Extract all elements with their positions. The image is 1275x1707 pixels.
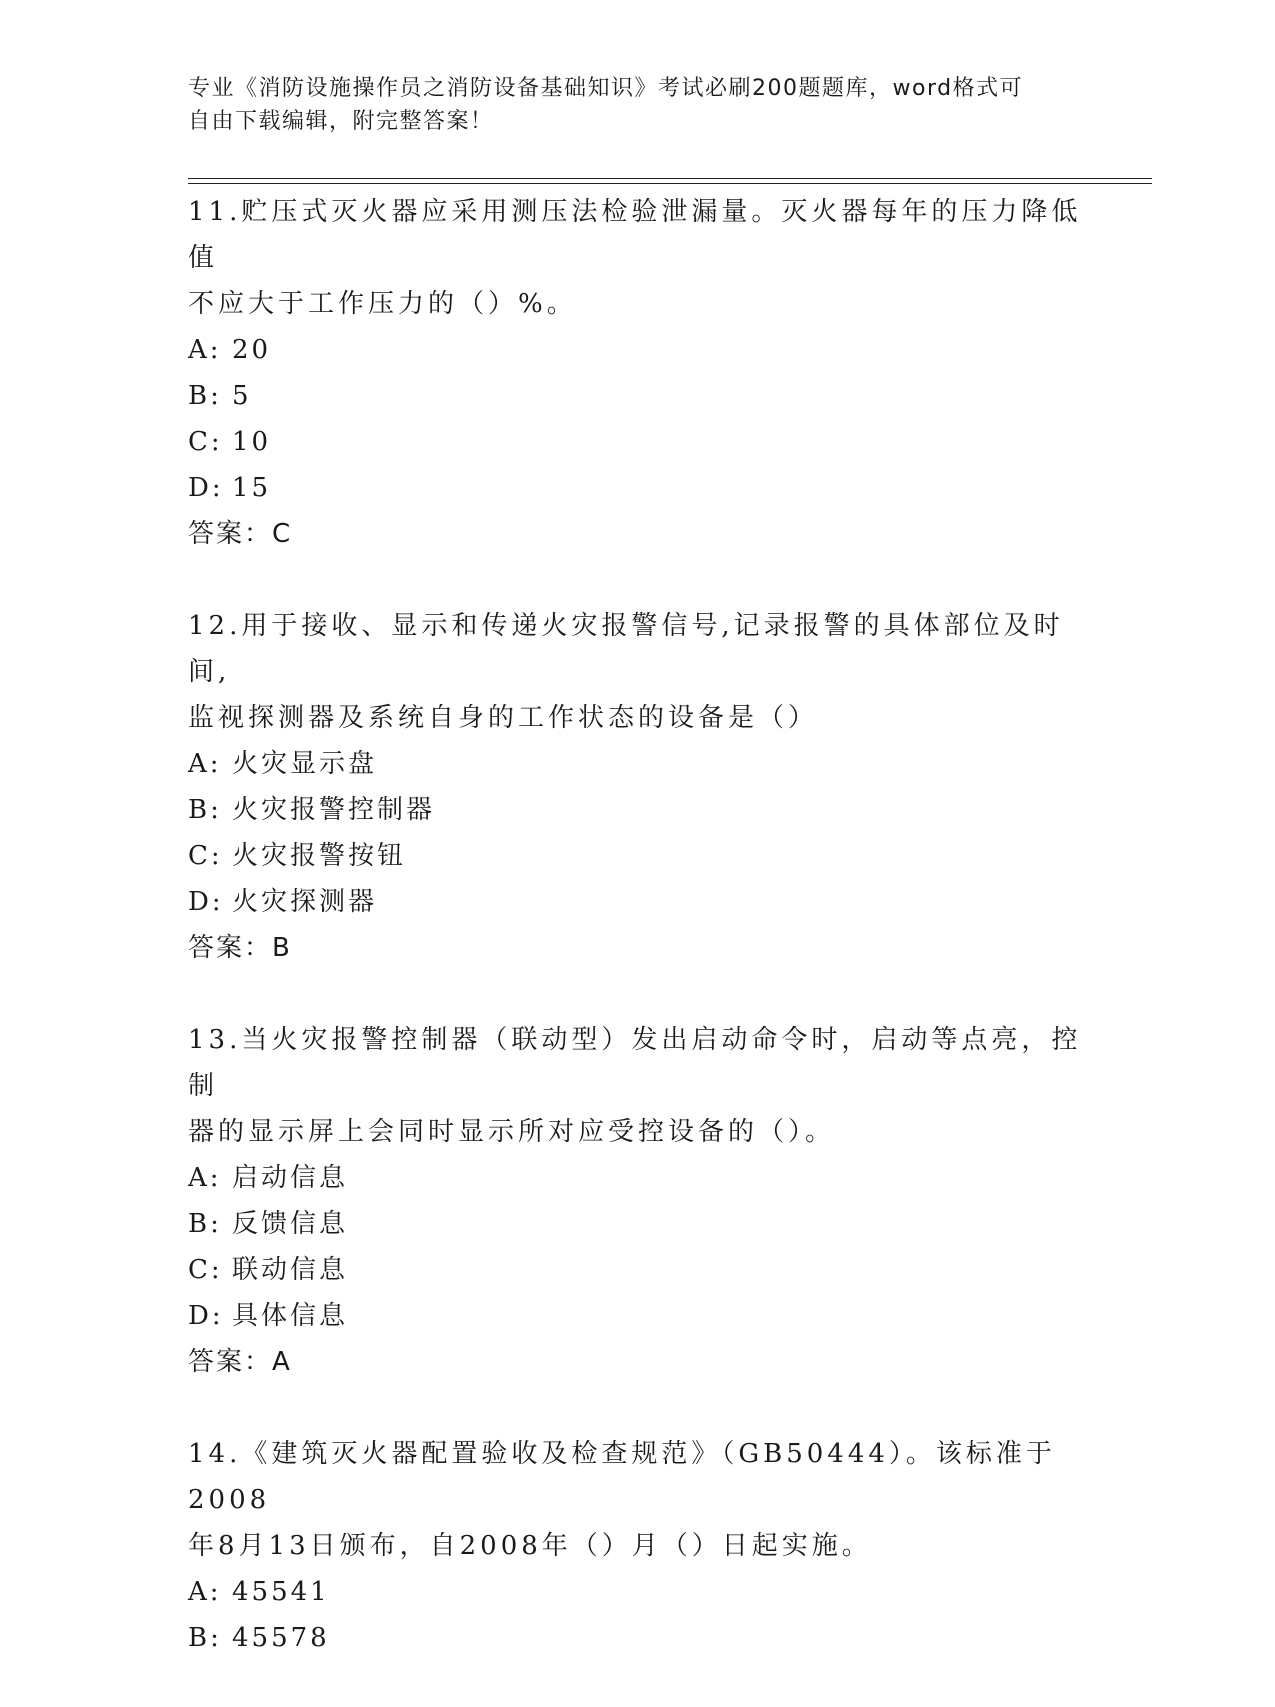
answer-line: 答案：B — [188, 933, 292, 963]
option-text: 20 — [232, 335, 272, 365]
question-stem-line: 14.《建筑灭火器配置验收及检查规范》（GB50444）。该标准于2008 — [188, 1439, 1056, 1515]
question-13 — [188, 1017, 1088, 1385]
question-stem-line: 监视探测器及系统自身的工作状态的设备是（） — [188, 703, 819, 733]
option-text: 10 — [232, 427, 272, 457]
option-key: C: — [188, 1255, 223, 1285]
answer-line: 答案：A — [188, 1347, 292, 1377]
option-key: B: — [188, 1623, 222, 1653]
header-divider-bottom — [188, 183, 1152, 184]
option-text: 火灾报警控制器 — [232, 795, 436, 825]
question-stem — [188, 189, 1088, 327]
question-14 — [188, 1431, 1088, 1661]
option-key: A: — [188, 1577, 222, 1607]
option-text: 火灾探测器 — [232, 887, 378, 917]
option-b — [188, 787, 1088, 833]
option-text: 联动信息 — [232, 1255, 349, 1285]
header-line-1: 专业《消防设施操作员之消防设备基础知识》考试必刷200题题库，word格式可 — [188, 76, 1024, 101]
option-b — [188, 1615, 1088, 1661]
option-text: 45578 — [232, 1623, 330, 1653]
question-list — [188, 189, 1088, 1707]
option-a — [188, 1569, 1088, 1615]
option-c — [188, 419, 1088, 465]
option-a — [188, 327, 1088, 373]
option-key: D: — [188, 887, 224, 917]
option-key: C: — [188, 427, 223, 457]
question-stem — [188, 603, 1088, 741]
option-key: D: — [188, 1301, 224, 1331]
option-key: B: — [188, 795, 222, 825]
option-text: 火灾报警按钮 — [232, 841, 407, 871]
question-stem-line: 不应大于工作压力的（）%。 — [188, 289, 577, 319]
option-text: 火灾显示盘 — [232, 749, 378, 779]
question-stem-line: 11.贮压式灭火器应采用测压法检验泄漏量。灭火器每年的压力降低值 — [188, 197, 1082, 273]
question-11 — [188, 189, 1088, 557]
answer-line: 答案：C — [188, 519, 293, 549]
option-text: 具体信息 — [232, 1301, 349, 1331]
document-header — [188, 72, 1068, 138]
option-text: 启动信息 — [232, 1163, 349, 1193]
option-text: 5 — [232, 381, 252, 411]
option-text: 反馈信息 — [232, 1209, 349, 1239]
header-divider-top — [188, 178, 1152, 179]
option-c — [188, 833, 1088, 879]
option-key: A: — [188, 1163, 222, 1193]
option-key: C: — [188, 841, 223, 871]
question-stem-line: 器的显示屏上会同时显示所对应受控设备的（）。 — [188, 1117, 836, 1147]
header-line-2: 自由下载编辑，附完整答案！ — [188, 109, 494, 134]
question-stem-line: 年8月13日颁布，自2008年（）月（）日起实施。 — [188, 1531, 872, 1561]
option-d — [188, 879, 1088, 925]
option-key: A: — [188, 335, 222, 365]
option-b — [188, 373, 1088, 419]
option-key: B: — [188, 381, 222, 411]
option-c — [188, 1247, 1088, 1293]
option-text: 15 — [232, 473, 272, 503]
option-key: D: — [188, 473, 224, 503]
option-a — [188, 1155, 1088, 1201]
option-d — [188, 1293, 1088, 1339]
question-stem-line: 13.当火灾报警控制器（联动型）发出启动命令时，启动等点亮，控制 — [188, 1025, 1082, 1101]
question-stem — [188, 1017, 1088, 1155]
question-stem — [188, 1431, 1088, 1569]
option-key: B: — [188, 1209, 222, 1239]
option-d — [188, 465, 1088, 511]
option-a — [188, 741, 1088, 787]
question-stem-line: 12.用于接收、显示和传递火灾报警信号,记录报警的具体部位及时间, — [188, 611, 1064, 687]
option-b — [188, 1201, 1088, 1247]
option-text: 45541 — [232, 1577, 330, 1607]
option-key: A: — [188, 749, 222, 779]
question-12 — [188, 603, 1088, 971]
